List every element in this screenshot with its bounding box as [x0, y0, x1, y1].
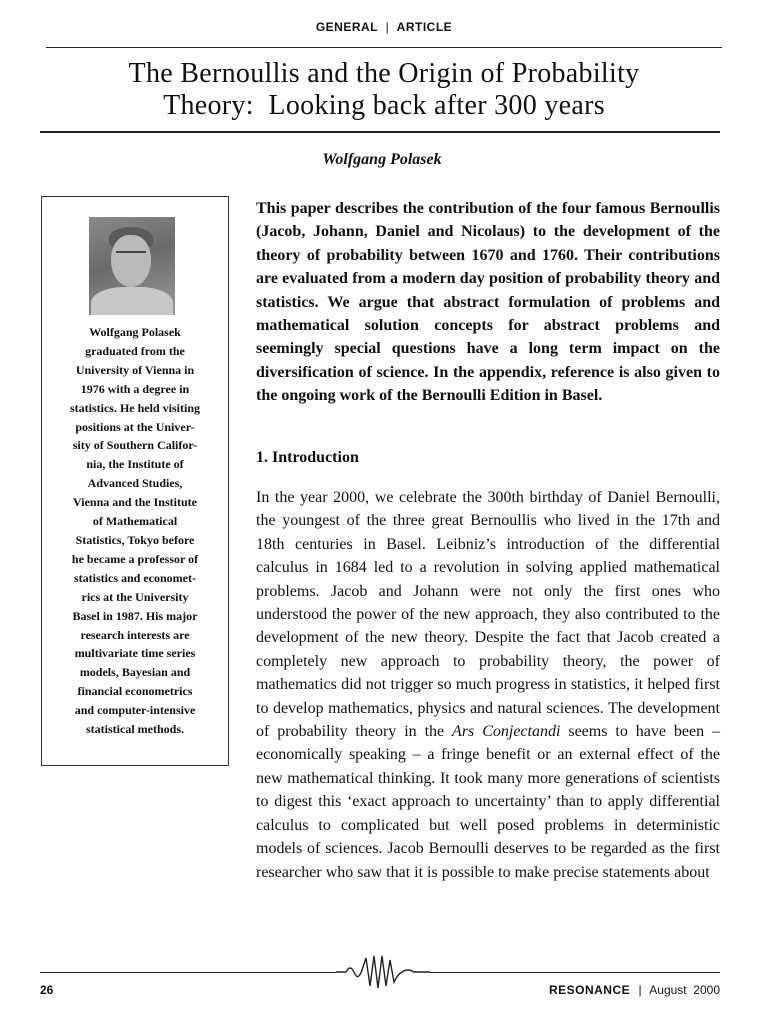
journal-name: RESONANCE: [548, 983, 631, 997]
body-paragraph: [256, 486, 720, 884]
section-heading: 1. Introduction: [256, 449, 359, 466]
bio-line: Basel in 1987. His major: [72, 608, 198, 623]
bio-line: statistics and economet-: [74, 570, 196, 585]
bio-line: financial econometrics: [77, 684, 193, 699]
running-header: [0, 20, 768, 34]
footer-journal-info: [549, 983, 720, 997]
bio-line: 1976 with a degree in: [80, 381, 190, 396]
bio-line: Advanced Studies,: [87, 476, 183, 491]
bio-line: Vienna and the Institute: [73, 495, 197, 510]
header-type: ARTICLE: [396, 20, 453, 34]
article-title: [40, 58, 728, 122]
footer-separator: |: [638, 983, 642, 997]
title-line-1: The Bernoullis and the Origin of Probability: [128, 58, 640, 89]
body-text-part-2: seems to have been – economically speaking – a fringe benefit or an external effect of the new mathematical thinking. It took many more generations of scientists to digest this ‘exact approach to uncertainty’ than to apply differential calculus to complicated but well posed problems in deterministic models of sciences. Jacob Bernoulli deserves to be regarded as the first researcher who saw that it is possible to make precise statements about: [256, 723, 721, 881]
abstract: This paper describes the contribution of the four famous Bernoullis (Jacob, Johann, Daniel and Nicolaus) to the development of the theory of probability between 1670 and 1760. Their contributions are evaluated from a modern day position of probability theory and statistics. We argue that abstract formulation of problems and mathematical solution concepts for abstract problems and seemingly special questions have a long term impact on the diversification of science. In the appendix, reference is also given to the ongoing work of the Bernoulli Edition in Basel.: [256, 200, 720, 405]
body-text-italic: Ars Conjectandi: [452, 723, 561, 741]
bio-line: statistics. He held visiting: [69, 400, 200, 415]
bio-line: multivariate time series: [74, 646, 196, 661]
resonance-wave-icon: [336, 952, 430, 992]
header-separator: |: [385, 20, 390, 34]
body-text-part-1: In the year 2000, we celebrate the 300th birthday of Daniel Bernoulli, the youngest of the three great Bernoullis who lived in the 17th and 18th centuries in Basel. Leibniz’s introduction of the differential calculus in 1684 led to a revolution in solving applied mathematical problems. Jacob and Johann were not only the first ones who understood the power of the new approach, they also contributed to the development of the new theory. Despite the fact that Jacob created a completely new approach to probability theory, the power of mathematics did not trigger so much progress in statistics, it helped first to develop mathematics, physics and natural sciences. The development of probability theory in the: [256, 489, 720, 741]
bio-line: rics at the University: [81, 589, 189, 604]
footer-rule-left: [40, 972, 336, 973]
header-rule: [46, 47, 722, 48]
bio-line: statistical methods.: [86, 722, 184, 737]
bio-line: University of Vienna in: [75, 362, 195, 377]
bio-line: positions at the Univer-: [75, 419, 195, 434]
author-bio: [50, 323, 220, 739]
bio-line: nia, the Institute of: [86, 457, 184, 472]
issue-date: August 2000: [649, 983, 720, 997]
page-number: 26: [40, 983, 54, 997]
title-rule: [40, 131, 720, 133]
title-line-2: Theory: Looking back after 300 years: [163, 90, 605, 121]
bio-line: models, Bayesian and: [79, 665, 191, 680]
bio-line: Wolfgang Polasek: [89, 325, 181, 339]
footer-rule-right: [430, 972, 720, 973]
header-section: GENERAL: [315, 20, 378, 34]
bio-line: research interests are: [80, 627, 190, 642]
bio-line: Statistics, Tokyo before: [75, 532, 195, 547]
bio-line: graduated from the: [85, 343, 185, 358]
author-portrait-icon: [89, 217, 175, 315]
bio-line: of Mathematical: [92, 514, 178, 529]
bio-line: sity of Southern Califor-: [72, 438, 198, 453]
bio-line: and computer-intensive: [74, 703, 196, 718]
bio-line: he became a professor of: [71, 551, 199, 566]
author-name: Wolfgang Polasek: [322, 151, 442, 168]
